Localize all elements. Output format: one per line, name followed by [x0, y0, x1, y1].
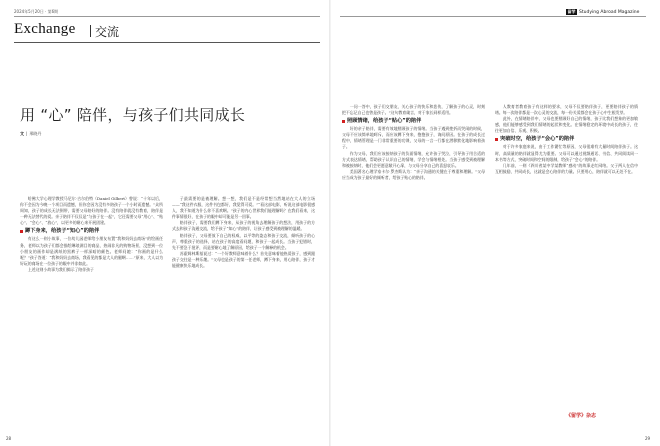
paragraph: 人教育者教育孩子有这样的要求，父母不仅要陪伴孩子，更要陪伴孩子的情绪。每一次陪伴都是一次心灵的交流，每一份关爱都会在孩子心中生根发芽。: [495, 104, 638, 116]
page-number-right: 29: [645, 436, 651, 441]
paragraph: 上述这则小故事为我们揭示了陪伴孩子: [27, 266, 94, 272]
paragraph: 陪伴孩子，需要我们蹲下身来，从孩子的视角去理解孩子的想法，用孩子的方式去和孩子沟通交流，给予孩子“知心”的陪伴，让孩子感受到被理解的温暖。: [172, 220, 315, 232]
header-rule-left: [14, 16, 320, 17]
article-title: 用 “心” 陪伴，与孩子们共同成长: [20, 106, 246, 124]
paragraph: 几年前，一则《四川省某中学某教师“感动”的故事走红网络。父子两人在信中互相鼓励，共同成长，这就是会心陪伴的力量。只要用心，陪伴就可以无处不在。: [495, 162, 638, 174]
header-date: 2024年5月20日 · 第6期: [14, 9, 59, 14]
header-brand: [566, 9, 639, 15]
article-column-4: [495, 104, 638, 404]
section-title-en: Exchange: [14, 21, 76, 37]
paragraph: 好的亲子陪伴，需要有效地照顾孩子的情绪。当孩子遇到挫折而哭闹的时候，父母不应该简单地呵斥，而应该蹲下身来，抱抱孩子，询问原因。在孩子的成长过程中，情绪管理是一门非常重要的功课，父母的一言一行都在潜移默化地影响着孩子。: [342, 126, 485, 150]
paragraph: 美国著名心理学家卡尔·罗杰斯认为：“亲子沟通的关键在于尊重和理解。”父母应当成为孩子最好的倾听者，给孩子贴心的陪伴。: [342, 168, 485, 180]
paragraph: 一问一答中，孩子们交朋友，关心孩子的快乐和悲伤，了解孩子的心灵，时刻把不忘记自己也曾是孩子。”这句教育箴言，对于家长同样适用。: [342, 104, 485, 116]
paragraph: 子最需要的是被理解。想一想，我们是不是经常想当然地站在大人的立场——“我这件衣服，这件书包都好，我觉得可爱。”“看这部电影，听说这部电影很感人，我不知道为什么你不喜欢啊。”孩子的内心世界我们能理解吗？在我们看来，这件事情很好，在孩子的眼中却可能是另一回事。: [172, 196, 315, 220]
paragraph: 有这么一则小故事，一位幼儿园老师给小朋友布置“我和妈妈去商场”的绘画任务，老师以为孩子们都会描绘琳琅满目的商品，热闹非凡的购物场景，没想到一位小朋友的画作却是满纸的黑裤子一样深暗的颜色。老师问她：“你画的是什么呢？”孩子答道：“我和妈妈去商场，我看见的都是大人的腿啊……”原来，大人以为好玩的商场在一位孩子的眼中并非如此。: [20, 236, 163, 266]
article-column-3: [342, 104, 485, 404]
subheading-marker-icon: [20, 230, 23, 233]
paragraph: 苏霍姆林斯基说过：“一个好教师意味着什么？首先意味着他热爱孩子，感到跟孩子交往是一种乐趣。”父母也是孩子的第一任老师，蹲下身来，用心陪伴，孩子才能健康快乐地成长。: [172, 250, 315, 269]
subheading-text: 照顾情绪，给孩子“贴心”的陪伴: [347, 118, 422, 125]
brand-name: Studying Abroad Magazine: [579, 10, 640, 15]
paragraph: 作为父母，我们应该接纳孩子的负面情绪，允许孩子哭泣，引导孩子用合适的方式表达情绪，帮助孩子认识自己的情绪，学会与情绪相处。当孩子感受到被理解和被接纳时，他们会更愿意敞开心扉，与父母分享自己的喜怒哀乐。: [342, 150, 485, 168]
paragraph: 此外，在情绪陪伴中，父母也要照顾好自己的情绪，孩子比我们想象的更加敏感，他们能够感受到我们情绪的起伏和变化。在情绪稳定的环境中成长的孩子，往往更加自信、乐观、积极。: [495, 116, 638, 134]
author-prefix: 文: [20, 131, 24, 136]
subheading-text: 蹲下身来，给孩子“知心”的陪伴: [25, 228, 100, 235]
article-author: 文 | 邢晓丹: [20, 131, 42, 136]
article-column-2: [172, 196, 315, 428]
paragraph: 哈佛大学心理学教授马尼尔·吉尔伯特（Daniel Gilbert）曾说：“十年以后，你不会因为今晚一个项目而遗憾，但你会因为没有多陪孩子一个小时而遗憾。”众所周知，孩子的成长无法倒带，需要父母陪好的陪伴。没有陪伴就没有教育，陪伴是一种无法替代的爱。亲子陪伴不仅仅是“与孩子在一起”，它还需要父母“用心”、“贴心”、“会心”、“放心”，以更多的耐心来开展团建。: [20, 196, 163, 226]
paragraph: 陪伴孩子，父母要放下自己的权威，以平等的姿态和孩子交流，倾听孩子的心声，尊重孩子的选择，站在孩子的高度看问题，和孩子一起成长。当孩子犯错时，先不要急于批评，而是要耐心地了解原因，给孩子一个解释的机会。: [172, 232, 315, 250]
author-name: 邢晓丹: [29, 131, 42, 136]
article-column-1: [20, 196, 163, 428]
subheading: [495, 136, 638, 143]
subheading-text: 突破时空，给孩子“会心”的陪伴: [500, 136, 575, 143]
brand-logo-icon: 留学: [567, 9, 576, 14]
subheading: [20, 228, 163, 235]
subheading-marker-icon: [495, 138, 498, 141]
section-title-zh: 交流: [95, 25, 120, 39]
paragraph: 对于许多家庭来说，由于工作繁忙等原因，父母很难有大量时间陪伴孩子。这时，高质量的陪伴就显得尤为重要。父母可以通过视频通话、书信、共同阅读同一本书等方式，突破时间和空间的限制，给孩子“会心”的陪伴。: [495, 144, 638, 162]
footer-magazine-logo: 《留学》杂志: [566, 413, 597, 419]
header-rule-right: [340, 16, 646, 17]
section-rule: [14, 42, 320, 43]
subheading: [342, 118, 485, 125]
section-divider: [90, 25, 91, 37]
page-gutter: [329, 0, 331, 446]
page-number-left: 28: [6, 436, 12, 441]
subheading-marker-icon: [342, 120, 345, 123]
